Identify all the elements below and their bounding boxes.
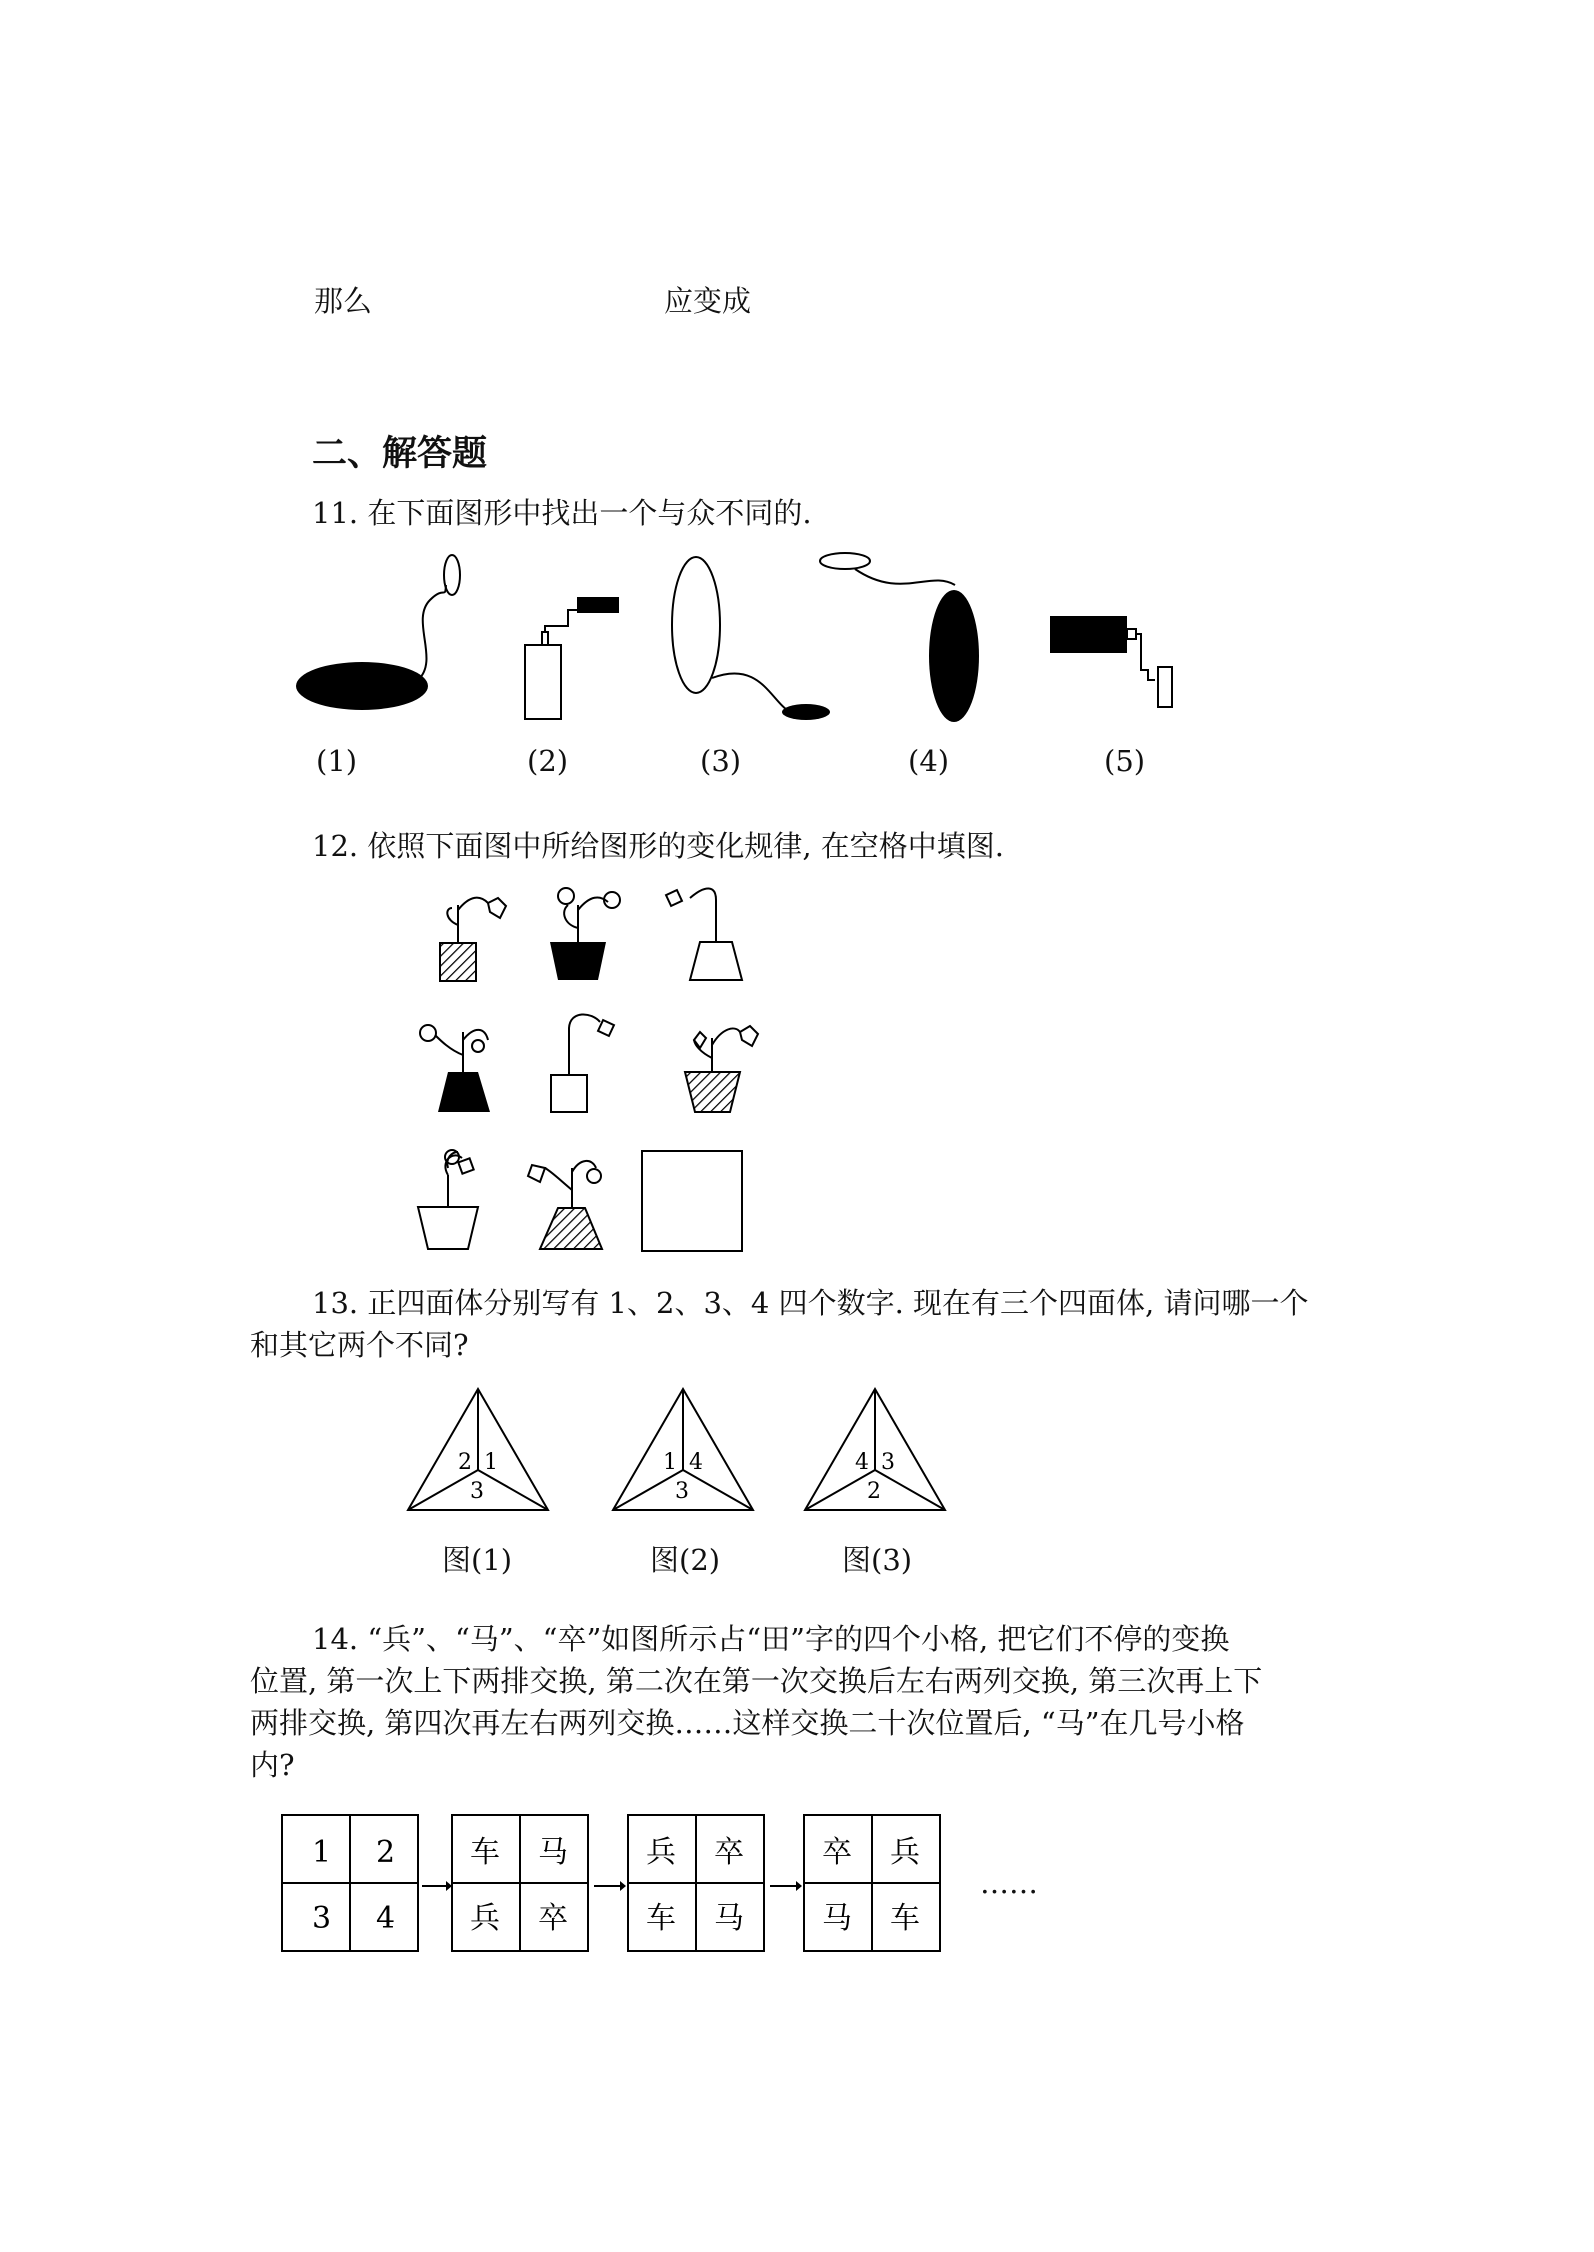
q14-g2-cell-3: 兵	[470, 1901, 500, 1936]
q14-g4-cell-1: 卒	[822, 1835, 852, 1870]
q14-line4: 内?	[250, 1748, 295, 1782]
q14-line1: 14. “兵”、“马”、“卒”如图所示占“田”字的四个小格, 把它们不停的变换	[312, 1622, 1230, 1656]
q13-fig2-right-num: 4	[689, 1450, 703, 1475]
q13-caption-1: 图(1)	[442, 1543, 513, 1577]
q14-arrow-2	[594, 1881, 626, 1891]
q14-g3-cell-3: 车	[646, 1901, 676, 1936]
q13-fig1-bottom-num: 3	[470, 1479, 484, 1504]
q13-caption-2: 图(2)	[650, 1543, 721, 1577]
q14-grid-2	[452, 1815, 588, 1951]
intro-right-text: 应变成	[664, 284, 752, 318]
section-title: 二、解答题	[312, 434, 488, 474]
q14-grid-1	[282, 1815, 418, 1951]
q14-ellipsis: ……	[980, 1866, 1038, 1900]
q13-fig1-left-num: 2	[458, 1450, 472, 1475]
q13-fig2-left-num: 1	[663, 1450, 677, 1475]
q13-fig2-bottom-num: 3	[675, 1479, 689, 1504]
q14-g4-cell-2: 兵	[890, 1835, 920, 1870]
q14-g4-cell-4: 车	[890, 1901, 920, 1936]
q13-line2: 和其它两个不同?	[250, 1328, 469, 1362]
q11-text: 11. 在下面图形中找出一个与众不同的.	[312, 496, 812, 530]
q14-grid-4	[804, 1815, 940, 1951]
q11-caption-2: (2)	[527, 744, 569, 778]
q14-g1-cell-3: 3	[312, 1901, 332, 1936]
q14-line3: 两排交换, 第四次再左右两列交换……这样交换二十次位置后, “马”在几号小格	[250, 1706, 1245, 1740]
q11-caption-1: (1)	[316, 744, 358, 778]
q14-g2-cell-1: 车	[470, 1835, 500, 1870]
q14-g3-cell-2: 卒	[714, 1835, 744, 1870]
q13-line1: 13. 正四面体分别写有 1、2、3、4 四个数字. 现在有三个四面体, 请问哪一个	[312, 1286, 1309, 1320]
q13-fig3-left-num: 4	[855, 1450, 869, 1475]
q14-g3-cell-1: 兵	[646, 1835, 676, 1870]
q13-fig3-right-num: 3	[881, 1450, 895, 1475]
q14-g2-cell-4: 卒	[538, 1901, 568, 1936]
q14-grid-3	[628, 1815, 764, 1951]
q13-fig3-bottom-num: 2	[867, 1479, 881, 1504]
q14-g1-cell-1: 1	[312, 1835, 332, 1870]
q11-caption-5: (5)	[1104, 744, 1146, 778]
q14-g1-cell-4: 4	[376, 1901, 396, 1936]
q11-caption-4: (4)	[908, 744, 950, 778]
q14-g3-cell-4: 马	[714, 1901, 744, 1936]
q13-fig1-right-num: 1	[484, 1450, 498, 1475]
q11-caption-3: (3)	[700, 744, 742, 778]
q14-arrow-1	[422, 1881, 452, 1891]
q12-text: 12. 依照下面图中所给图形的变化规律, 在空格中填图.	[312, 829, 1004, 863]
q14-line2: 位置, 第一次上下两排交换, 第二次在第一次交换后左右两列交换, 第三次再上下	[250, 1664, 1263, 1698]
q13-caption-3: 图(3)	[842, 1543, 913, 1577]
q14-g2-cell-2: 马	[538, 1835, 568, 1870]
intro-left-text: 那么	[314, 284, 373, 318]
q14-g1-cell-2: 2	[376, 1835, 396, 1870]
q14-g4-cell-3: 马	[822, 1901, 852, 1936]
q14-arrow-3	[770, 1881, 802, 1891]
